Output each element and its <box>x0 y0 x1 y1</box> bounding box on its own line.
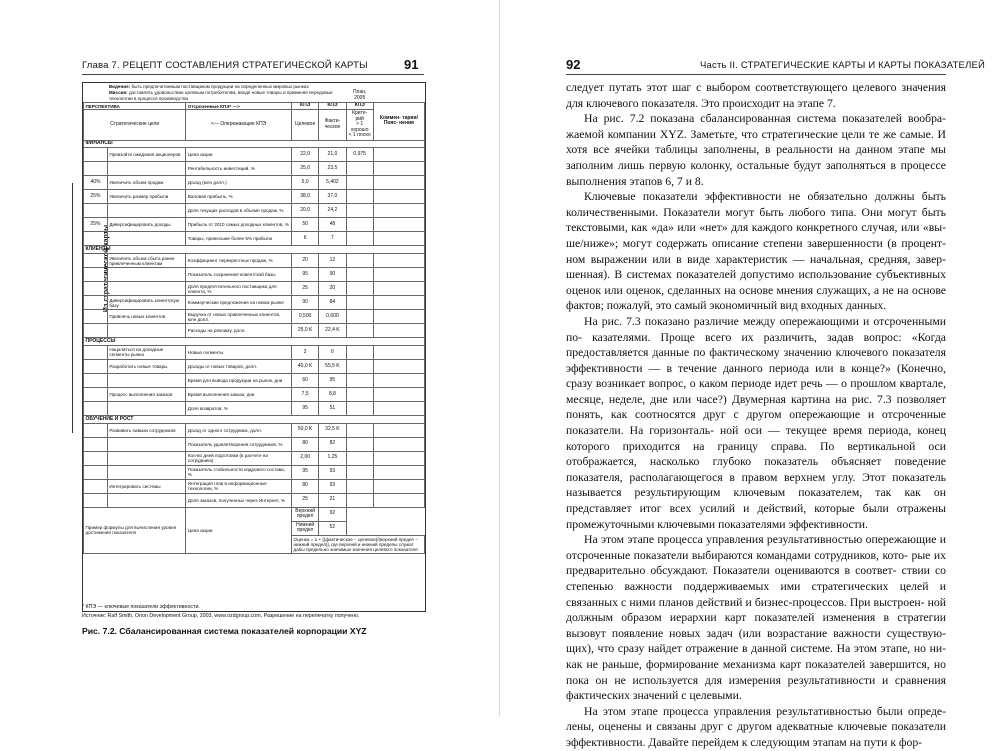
mission-label: Миссия: <box>108 90 128 96</box>
blank <box>346 521 424 535</box>
comment-cell <box>373 282 424 296</box>
kpi-cell: Коэффициент перекрестных продаж, % <box>186 254 292 268</box>
target-cell: 2,00 <box>292 451 319 465</box>
goal-cell: Разработать новые товары <box>107 359 185 373</box>
upper-limit-label: Верхний предел <box>292 507 319 521</box>
section-clients-label: КЛИЕНТЫ <box>84 246 425 254</box>
paragraph: следует путать этот шаг с выбором соответствующего целевого значения для ключевого показателя. Это происходит на этапе 7. <box>566 81 946 110</box>
upper-limit-value: 92 <box>319 507 346 521</box>
kpi-cell: Доля возвратов, % <box>186 401 292 415</box>
target-cell: 25 <box>292 282 319 296</box>
table-row <box>84 451 425 465</box>
kpi-cell: Доход (млн долл.) <box>186 176 292 190</box>
goal-cell: Развивать навыки сотрудников <box>107 423 185 437</box>
mission-row <box>84 89 425 102</box>
weight-cell <box>84 162 108 176</box>
weight-cell <box>84 423 108 437</box>
comment-cell <box>373 437 424 451</box>
weight-cell <box>84 324 108 338</box>
goal-cell <box>107 373 185 387</box>
actual-cell: 1,25 <box>319 451 346 465</box>
table-row <box>84 218 425 232</box>
criterion-cell <box>346 204 373 218</box>
table-row <box>84 423 425 437</box>
comment-cell <box>373 465 424 479</box>
table-row <box>84 310 425 324</box>
criterion-cell <box>346 423 373 437</box>
criterion-cell <box>346 310 373 324</box>
weight-cell: 25% <box>84 218 108 232</box>
criterion-cell <box>346 401 373 415</box>
target-cell: 80 <box>292 479 319 493</box>
table-row <box>84 148 425 162</box>
comment-cell <box>373 296 424 310</box>
actual-cell: 32,5 K <box>319 423 346 437</box>
comment-cell <box>373 204 424 218</box>
lagging-header: Отсроченные КПЭ* —> <box>186 102 292 110</box>
section-learning-label: ОБУЧЕНИЕ И РОСТ <box>84 415 425 423</box>
goal-cell: Диверсифицировать клиентскую базу <box>107 296 185 310</box>
kpi-cell: Время для вывода продукции на рынок, дни <box>186 373 292 387</box>
comment-cell <box>373 493 424 507</box>
vertical-label: Из стратегической карты <box>103 224 111 313</box>
lower-limit-label: Нижний предел <box>292 521 319 535</box>
section-learning <box>84 415 425 423</box>
criterion-cell <box>346 162 373 176</box>
weight-cell <box>84 437 108 451</box>
kpi-cell: Показатель стабильности кадрового состава, % <box>186 465 292 479</box>
section-finance-label: ФИНАНСЫ <box>84 140 425 148</box>
criterion-cell <box>346 437 373 451</box>
goal-cell <box>107 282 185 296</box>
criterion-cell <box>346 218 373 232</box>
goal-cell <box>107 401 185 415</box>
section-clients <box>84 246 425 254</box>
comment-cell <box>373 268 424 282</box>
target-cell: 50,0 K <box>292 423 319 437</box>
actual-cell: 37,0 <box>319 190 346 204</box>
target-cell: 6,0 <box>292 176 319 190</box>
criterion-cell <box>346 282 373 296</box>
goals-header: Стратегические цели <box>84 110 186 140</box>
target-cell: 90 <box>292 296 319 310</box>
table-row <box>84 479 425 493</box>
right-page-number: 92 <box>566 57 581 72</box>
comment-cell <box>373 401 424 415</box>
target-cell: 80 <box>292 437 319 451</box>
actual-cell: 24,2 <box>319 204 346 218</box>
weight-cell <box>84 359 108 373</box>
paragraph: Ключевые показатели эффективности не обязательно должны быть количественными. Показатели могут быть любого типа. Они могут быть текстовыми, как «да» или «нет» для каждого конкретного случая, или «вы- ше/ниже»; могут содержать описание степени завершенности (в процент- ном выражении или в виде характеристик — начальная, средняя, завер- шенная). В системах показателей допустимо использование субъективных оценок или оценок, сделанных на основе мнения служащих, а не на основе фактов; пожалуй, это самый экономичный вид входных данных. <box>566 190 946 313</box>
table-row <box>84 401 425 415</box>
target-cell: 50 <box>292 218 319 232</box>
goal-cell <box>107 204 185 218</box>
perspective-header: ПЕРСПЕКТИВА <box>84 102 186 110</box>
example-row-upper <box>84 507 425 521</box>
criterion-cell <box>346 296 373 310</box>
target-cell: 22,0 <box>292 148 319 162</box>
table-row <box>84 204 425 218</box>
kpi-cell: Показатель удовлетворения сотрудников, % <box>186 437 292 451</box>
target-cell: 38,0 <box>292 190 319 204</box>
criterion-cell <box>346 493 373 507</box>
right-running-header: Часть II. СТРАТЕГИЧЕСКИЕ КАРТЫ И КАРТЫ ПОКАЗАТЕЛЕЙ <box>700 60 986 71</box>
comment-cell <box>373 359 424 373</box>
weight-cell <box>84 451 108 465</box>
weight-cell <box>84 479 108 493</box>
table-row <box>84 296 425 310</box>
actual-cell: 20 <box>319 282 346 296</box>
table-row <box>84 254 425 268</box>
actual-cell: 51 <box>319 401 346 415</box>
table-row <box>84 232 425 246</box>
actual-cell: 22,4 K <box>319 324 346 338</box>
table-row <box>84 345 425 359</box>
comment-cell <box>373 387 424 401</box>
criterion-header: Крите- рий > 1 хорошо < 1 плохо <box>346 110 373 140</box>
actual-cell: 23,5 <box>319 162 346 176</box>
weight-cell <box>84 268 108 282</box>
weight-cell <box>84 204 108 218</box>
weight-cell <box>84 493 108 507</box>
actual-cell: 7 <box>319 232 346 246</box>
vision-label: Видение: <box>108 83 131 89</box>
goal-cell <box>107 451 185 465</box>
comment-cell <box>373 479 424 493</box>
scorecard-table <box>82 82 426 612</box>
paragraph: На рис. 7.3 показано различие между опережающими и отсроченными по- казателями. Проще всего их различить, задав вопрос: «Когда предоставляется данные по фактическому значению ключевого показателя эффективности — в течение данного периода или в конце?» (Конечно, сразу возникает вопрос, о каком периоде идет речь — о прошлом квартале, месяце, неделе, дне или часе?) Двумерная картина на рис. 7.3 позволяет понять, как соотносятся друг с другом опережающие и отсроченные показатели. На горизонталь- ной оси — текущее время периода, конец которого приходится на границу справа. По вертикальной оси отображается, насколько глубоко показатель объясняет поведение показателя, располагающегося в правом верхнем углу. Этот показатель называется результирующим ключевым показателем, так как он представляет итог всех усилий и действий, которые были отражены промежуточными ключевыми показателями эффективности. <box>566 314 946 531</box>
comment-cell <box>373 451 424 465</box>
actual-cell: 0,600 <box>319 310 346 324</box>
left-header-rule <box>82 74 424 75</box>
criterion-cell <box>346 387 373 401</box>
criterion-cell <box>346 465 373 479</box>
target-cell: 60 <box>292 373 319 387</box>
goal-cell: Диверсифицировать доходы <box>107 218 185 232</box>
comment-cell <box>373 218 424 232</box>
header-row-1 <box>84 102 425 110</box>
actual-cell: 84 <box>319 296 346 310</box>
criterion-cell <box>346 345 373 359</box>
actual-cell: 90 <box>319 268 346 282</box>
actual-cell: 0 <box>319 345 346 359</box>
footnote: * КПЭ — ключевые показатели эффективности. <box>82 604 200 610</box>
actual-header: Факти- ческое <box>319 110 346 140</box>
table-row <box>84 176 425 190</box>
goal-cell: Привлечь новых клиентов <box>107 310 185 324</box>
weight-cell <box>84 401 108 415</box>
criterion-cell <box>346 268 373 282</box>
comment-cell <box>373 190 424 204</box>
goal-cell: Процесс выполнения заказов <box>107 387 185 401</box>
goal-cell: Увеличить объем сбыта ранее привлеченным клиентам <box>107 254 185 268</box>
actual-cell: 55,5 K <box>319 359 346 373</box>
weight-cell <box>84 254 108 268</box>
right-header-rule <box>566 74 946 75</box>
table-row <box>84 268 425 282</box>
actual-cell: 21,0 <box>319 148 346 162</box>
goal-cell: Превзойти ожидания акционеров <box>107 148 185 162</box>
target-cell: 95 <box>292 465 319 479</box>
left-page <box>0 0 500 716</box>
weight-cell: 25% <box>84 190 108 204</box>
table-row <box>84 324 425 338</box>
kpi-cell: Показатель сохранения клиентской базы <box>186 268 292 282</box>
actual-cell: 21 <box>319 493 346 507</box>
goal-cell: Интегрировать системы <box>107 479 185 493</box>
paragraph: На этом этапе процесса управления результативностью были опреде- лены, оценены и связаны друг с другом адекватные ключевые показатели эффективности. Давайте перейдем к следующим этапам на пути к фор- <box>566 704 946 749</box>
weight-cell <box>84 310 108 324</box>
criterion-cell <box>346 324 373 338</box>
target-cell: 20 <box>292 254 319 268</box>
actual-cell: 93 <box>319 479 346 493</box>
table-row <box>84 190 425 204</box>
formula-cell: Оценка = 1 + [(фактическое − целевое)/(верхний предел − нижний предел)], где верхний и нижний пределы служат дабы предельно значимые значения целевого показателя <box>292 535 425 553</box>
kpi-cell: Цена акции <box>186 148 292 162</box>
plan-year: План, 2005 <box>352 89 367 101</box>
weight-cell <box>84 465 108 479</box>
weight-cell <box>84 296 108 310</box>
kpi-cell: Расходы на рекламу, долл. <box>186 324 292 338</box>
table-row <box>84 373 425 387</box>
kpe-header-1: КПЭ <box>292 102 319 110</box>
goal-cell <box>107 493 185 507</box>
actual-cell: 95 <box>319 373 346 387</box>
example-kpi: Цена акции <box>186 507 292 553</box>
comments-header: Коммен- тарии/ Пояс- нения <box>373 102 424 140</box>
criterion-cell <box>346 190 373 204</box>
comment-cell <box>373 310 424 324</box>
actual-cell: 48 <box>319 218 346 232</box>
paragraph: На этом этапе процесса управления результативностью опережающие и отсроченные показатели выбираются командами сотрудников, кото- рые их предварительно обсуждают. Показатели оцениваются в соответ- ствии со степенью важности поддерживаемых ими стратегических целей и связанных с ними планов действий и бизнес-процессов. При выстроен- ной должным образом иерархии карт показателей изменения в стратегии вызовут появление новых задач (или возрастание важности существую- щих), что сразу найдет отражение в данной системе. На этом этапе, но ни- как не раньше, формирование механизма карт показателей завершится, но пока он не используется для измерения результативности и сравнения фактических значений с целевыми. <box>566 533 946 703</box>
criterion-cell: 0,975 <box>346 148 373 162</box>
actual-cell: 93 <box>319 465 346 479</box>
criterion-cell <box>346 451 373 465</box>
comment-cell <box>373 162 424 176</box>
table-row <box>84 162 425 176</box>
table-row <box>84 282 425 296</box>
kpi-cell: Доля заказов, полученных через Интернет, % <box>186 493 292 507</box>
kpi-cell: Кол-во дней подготовки (в расчете на сотрудника) <box>186 451 292 465</box>
goal-cell <box>107 324 185 338</box>
kpi-cell: Валовая прибыль, % <box>186 190 292 204</box>
weight-cell <box>84 148 108 162</box>
weight-cell <box>84 387 108 401</box>
target-cell: 95 <box>292 401 319 415</box>
table-row <box>84 359 425 373</box>
actual-cell: 5,402 <box>319 176 346 190</box>
kpi-cell: Доля текущих расходов в объеме продаж, % <box>186 204 292 218</box>
comment-cell <box>373 176 424 190</box>
left-page-number: 91 <box>404 57 419 72</box>
weight-cell <box>84 282 108 296</box>
criterion-cell <box>346 359 373 373</box>
comment-cell <box>373 423 424 437</box>
weight-cell <box>84 232 108 246</box>
section-finance <box>84 140 425 148</box>
weight-cell: 40% <box>84 176 108 190</box>
section-processes-label: ПРОЦЕССЫ <box>84 338 425 346</box>
kpi-cell: Интеграция глав в информационные технологии, % <box>186 479 292 493</box>
actual-cell: 8,8 <box>319 387 346 401</box>
vertical-bracket-line <box>72 183 73 433</box>
goal-cell: Нацелиться на доходные сегменты рынка <box>107 345 185 359</box>
criterion-cell <box>346 373 373 387</box>
scorecard-grid <box>83 83 425 554</box>
goal-cell <box>107 268 185 282</box>
target-cell: 6 <box>292 232 319 246</box>
body-text <box>566 80 946 751</box>
comment-cell <box>373 232 424 246</box>
criterion-cell <box>346 176 373 190</box>
table-row <box>84 437 425 451</box>
table-row <box>84 465 425 479</box>
target-header: Целевое <box>292 110 319 140</box>
target-cell: 95 <box>292 268 319 282</box>
goal-cell <box>107 162 185 176</box>
comment-cell <box>373 148 424 162</box>
target-cell: 25,0 K <box>292 324 319 338</box>
kpi-cell: Доходы от новых товаров, долл. <box>186 359 292 373</box>
lower-limit-value: 52 <box>319 521 346 535</box>
kpi-cell: Доля предпочтительного поставщика для клиента, % <box>186 282 292 296</box>
target-cell: 20,0 <box>292 204 319 218</box>
criterion-cell <box>346 254 373 268</box>
target-cell: 2 <box>292 345 319 359</box>
goal-cell <box>107 465 185 479</box>
table-row <box>84 493 425 507</box>
blank <box>346 507 424 521</box>
source-note: Источник: Ralf Smith, Orion Development Group, 2003, www.ozdgroup.com. Разрешение на перепечатку получено. <box>82 613 360 619</box>
kpi-cell: Доход от одного сотрудника, долл. <box>186 423 292 437</box>
target-cell: 25,0 <box>292 162 319 176</box>
kpe-header-2: КПЭ <box>319 102 346 110</box>
kpi-cell: Рентабельность инвестиций, % <box>186 162 292 176</box>
kpi-cell: Выручка от новых привлеченных клиентов, млн долл. <box>186 310 292 324</box>
weight-cell <box>84 345 108 359</box>
section-processes <box>84 338 425 346</box>
weight-cell <box>84 373 108 387</box>
actual-cell: 12 <box>319 254 346 268</box>
kpi-cell: Прибыль от 2010 самых доходных клиентов, % <box>186 218 292 232</box>
goal-cell <box>107 437 185 451</box>
criterion-cell <box>346 479 373 493</box>
goal-cell: Увеличить размер прибыли <box>107 190 185 204</box>
comment-cell <box>373 254 424 268</box>
goal-cell: Увеличить объем продаж <box>107 176 185 190</box>
target-cell: 40,0 K <box>292 359 319 373</box>
comment-cell <box>373 373 424 387</box>
kpi-cell: Новые сегменты <box>186 345 292 359</box>
figure-caption: Рис. 7.2. Сбалансированная система показателей корпорации XYZ <box>82 626 367 636</box>
target-cell: 25 <box>292 493 319 507</box>
vision-text: быть предпочитаемым поставщиком продукции на определенных мировых рынках <box>131 83 309 89</box>
target-cell: 0,500 <box>292 310 319 324</box>
goal-cell <box>107 232 185 246</box>
leading-header: <— Опережающие КПЭ <box>186 110 292 140</box>
comment-cell <box>373 345 424 359</box>
paragraph: На рис. 7.2 показана сбалансированная система показателей вообра- жаемой компании XYZ. Заметьте, что стратегические цели те же самые. И хотя все ячейки таблицы заполнены, в реальности на данном этапе мы заполним лишь первую колонку, остальные будут заполняться в процессе выполнения этапов 6, 7 и 8. <box>566 112 946 188</box>
kpe-header-3: КПЭ <box>346 102 373 110</box>
example-goal: Пример формулы для вычисления уровня достижения показателя <box>84 507 186 553</box>
criterion-cell <box>346 232 373 246</box>
kpi-cell: Время выполнения заказа, дни <box>186 387 292 401</box>
comment-cell <box>373 324 424 338</box>
actual-cell: 82 <box>319 437 346 451</box>
table-row <box>84 387 425 401</box>
kpi-cell: Товары, принесшие более 5% прибыли <box>186 232 292 246</box>
mission-text: доставлять удовольствие целевым потребителям, вводя новые товары и применяя передовые технологии в процессе производства <box>108 90 333 101</box>
target-cell: 7,5 <box>292 387 319 401</box>
left-running-header: Глава 7. РЕЦЕПТ СОСТАВЛЕНИЯ СТРАТЕГИЧЕСКОЙ КАРТЫ <box>82 60 368 71</box>
kpi-cell: Коммерческие предложения на новом рынке <box>186 296 292 310</box>
